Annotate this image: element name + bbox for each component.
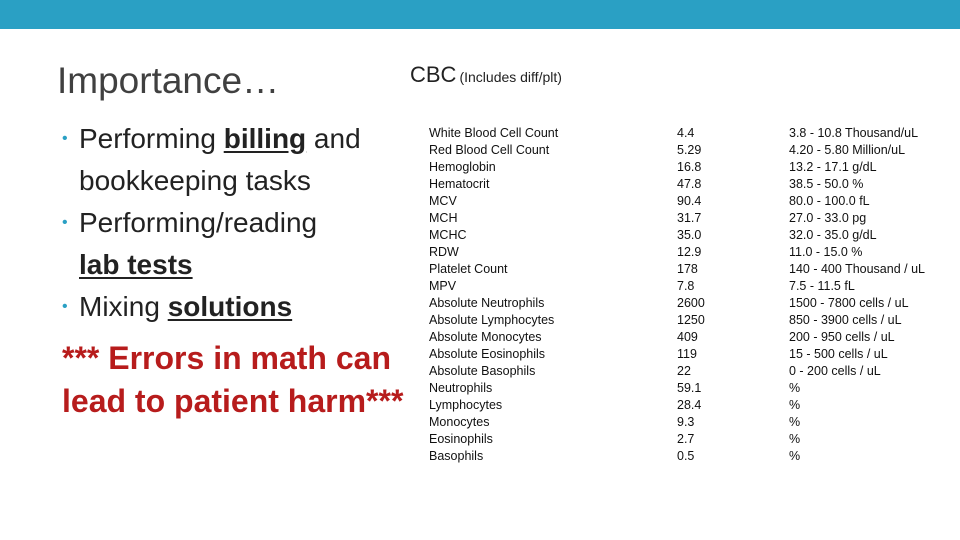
reference-range-cell: 7.5 - 11.5 fL — [789, 279, 855, 293]
table-row — [429, 278, 949, 295]
top-accent-bar — [0, 0, 960, 29]
test-value-cell: 2.7 — [677, 432, 695, 446]
test-value-cell: 2600 — [677, 296, 705, 310]
reference-range-cell: 1500 - 7800 cells / uL — [789, 296, 909, 310]
test-value-cell: 22 — [677, 364, 691, 378]
test-name-cell: Absolute Monocytes — [429, 330, 542, 344]
reference-range-cell: 11.0 - 15.0 % — [789, 245, 863, 259]
reference-range-cell: 38.5 - 50.0 % — [789, 177, 864, 191]
table-row — [429, 159, 949, 176]
table-row — [429, 244, 949, 261]
reference-range-cell: 200 - 950 cells / uL — [789, 330, 895, 344]
table-row — [429, 414, 949, 431]
bullet-continuation: bookkeeping tasks — [79, 165, 311, 196]
test-value-cell: 1250 — [677, 313, 705, 327]
test-value-cell: 28.4 — [677, 398, 702, 412]
test-value-cell: 35.0 — [677, 228, 702, 242]
bullet-underlined-term: solutions — [167, 291, 293, 322]
test-value-cell: 12.9 — [677, 245, 702, 259]
test-name-cell: Absolute Eosinophils — [429, 347, 546, 361]
cbc-subtitle: (Includes diff/plt) — [459, 69, 562, 85]
test-value-cell: 409 — [677, 330, 698, 344]
reference-range-cell: 15 - 500 cells / uL — [789, 347, 888, 361]
bullet-billing — [62, 118, 407, 202]
table-row — [429, 295, 949, 312]
test-name-cell: MCV — [429, 194, 457, 208]
reference-range-cell: 140 - 400 Thousand / uL — [789, 262, 925, 276]
reference-range-cell: % — [789, 449, 801, 463]
reference-range-cell: % — [789, 432, 801, 446]
test-value-cell: 47.8 — [677, 177, 702, 191]
table-row — [429, 193, 949, 210]
table-row — [429, 125, 949, 142]
test-name-cell: Red Blood Cell Count — [429, 143, 550, 157]
reference-range-cell: % — [789, 398, 801, 412]
table-row — [429, 312, 949, 329]
reference-range-cell: % — [789, 381, 801, 395]
cbc-title: CBC — [410, 62, 457, 87]
test-name-cell: Absolute Neutrophils — [429, 296, 545, 310]
test-name-cell: MCHC — [429, 228, 467, 242]
table-row — [429, 329, 949, 346]
reference-range-cell: 0 - 200 cells / uL — [789, 364, 881, 378]
test-name-cell: Eosinophils — [429, 432, 493, 446]
bullet-underlined-term: lab tests — [79, 249, 193, 280]
test-name-cell: MCH — [429, 211, 458, 225]
test-name-cell: Basophils — [429, 449, 484, 463]
table-row — [429, 397, 949, 414]
test-value-cell: 119 — [677, 347, 697, 361]
test-name-cell: White Blood Cell Count — [429, 126, 559, 140]
reference-range-cell: 32.0 - 35.0 g/dL — [789, 228, 877, 242]
bullet-text: Performing — [79, 123, 224, 154]
table-row — [429, 176, 949, 193]
test-name-cell: Absolute Basophils — [429, 364, 536, 378]
bullet-text: and — [306, 123, 361, 154]
reference-range-cell: 3.8 - 10.8 Thousand/uL — [789, 126, 919, 140]
test-name-cell: MPV — [429, 279, 457, 293]
bullet-solutions — [62, 286, 407, 328]
test-value-cell: 90.4 — [677, 194, 702, 208]
reference-range-cell: 4.20 - 5.80 Million/uL — [789, 143, 906, 157]
bullet-underlined-term: billing — [223, 123, 307, 154]
test-value-cell: 0.5 — [677, 449, 695, 463]
reference-range-cell: % — [789, 415, 801, 429]
cbc-heading — [410, 62, 562, 88]
reference-range-cell: 13.2 - 17.1 g/dL — [789, 160, 877, 174]
test-value-cell: 7.8 — [677, 279, 695, 293]
test-name-cell: Hemoglobin — [429, 160, 496, 174]
test-value-cell: 4.4 — [677, 126, 695, 140]
bullet-dot: • — [62, 214, 68, 231]
test-name-cell: Neutrophils — [429, 381, 493, 395]
cbc-results-table — [429, 125, 949, 465]
table-row — [429, 363, 949, 380]
bullet-text: Performing/reading — [79, 207, 318, 238]
table-row — [429, 431, 949, 448]
reference-range-cell: 850 - 3900 cells / uL — [789, 313, 902, 327]
table-row — [429, 210, 949, 227]
table-row — [429, 346, 949, 363]
test-name-cell: Absolute Lymphocytes — [429, 313, 555, 327]
bullet-dot: • — [62, 130, 68, 147]
test-value-cell: 59.1 — [677, 381, 702, 395]
test-value-cell: 9.3 — [677, 415, 695, 429]
table-row — [429, 142, 949, 159]
bullet-text: Mixing — [79, 291, 168, 322]
test-name-cell: Platelet Count — [429, 262, 508, 276]
bullet-dot: • — [62, 298, 68, 315]
table-row — [429, 380, 949, 397]
warning-text: *** Errors in math can lead to patient harm*** — [62, 340, 404, 419]
reference-range-cell: 80.0 - 100.0 fL — [789, 194, 870, 208]
test-value-cell: 178 — [677, 262, 698, 276]
test-value-cell: 16.8 — [677, 160, 702, 174]
table-row — [429, 448, 949, 465]
test-value-cell: 31.7 — [677, 211, 702, 225]
table-row — [429, 227, 949, 244]
slide-title: Importance… — [57, 60, 280, 101]
test-name-cell: Lymphocytes — [429, 398, 503, 412]
reference-range-cell: 27.0 - 33.0 pg — [789, 211, 867, 225]
table-row — [429, 261, 949, 278]
test-value-cell: 5.29 — [677, 143, 702, 157]
test-name-cell: Hematocrit — [429, 177, 490, 191]
bullet-lab-tests — [62, 202, 407, 286]
bullet-list — [62, 118, 407, 328]
test-name-cell: Monocytes — [429, 415, 490, 429]
test-name-cell: RDW — [429, 245, 459, 259]
